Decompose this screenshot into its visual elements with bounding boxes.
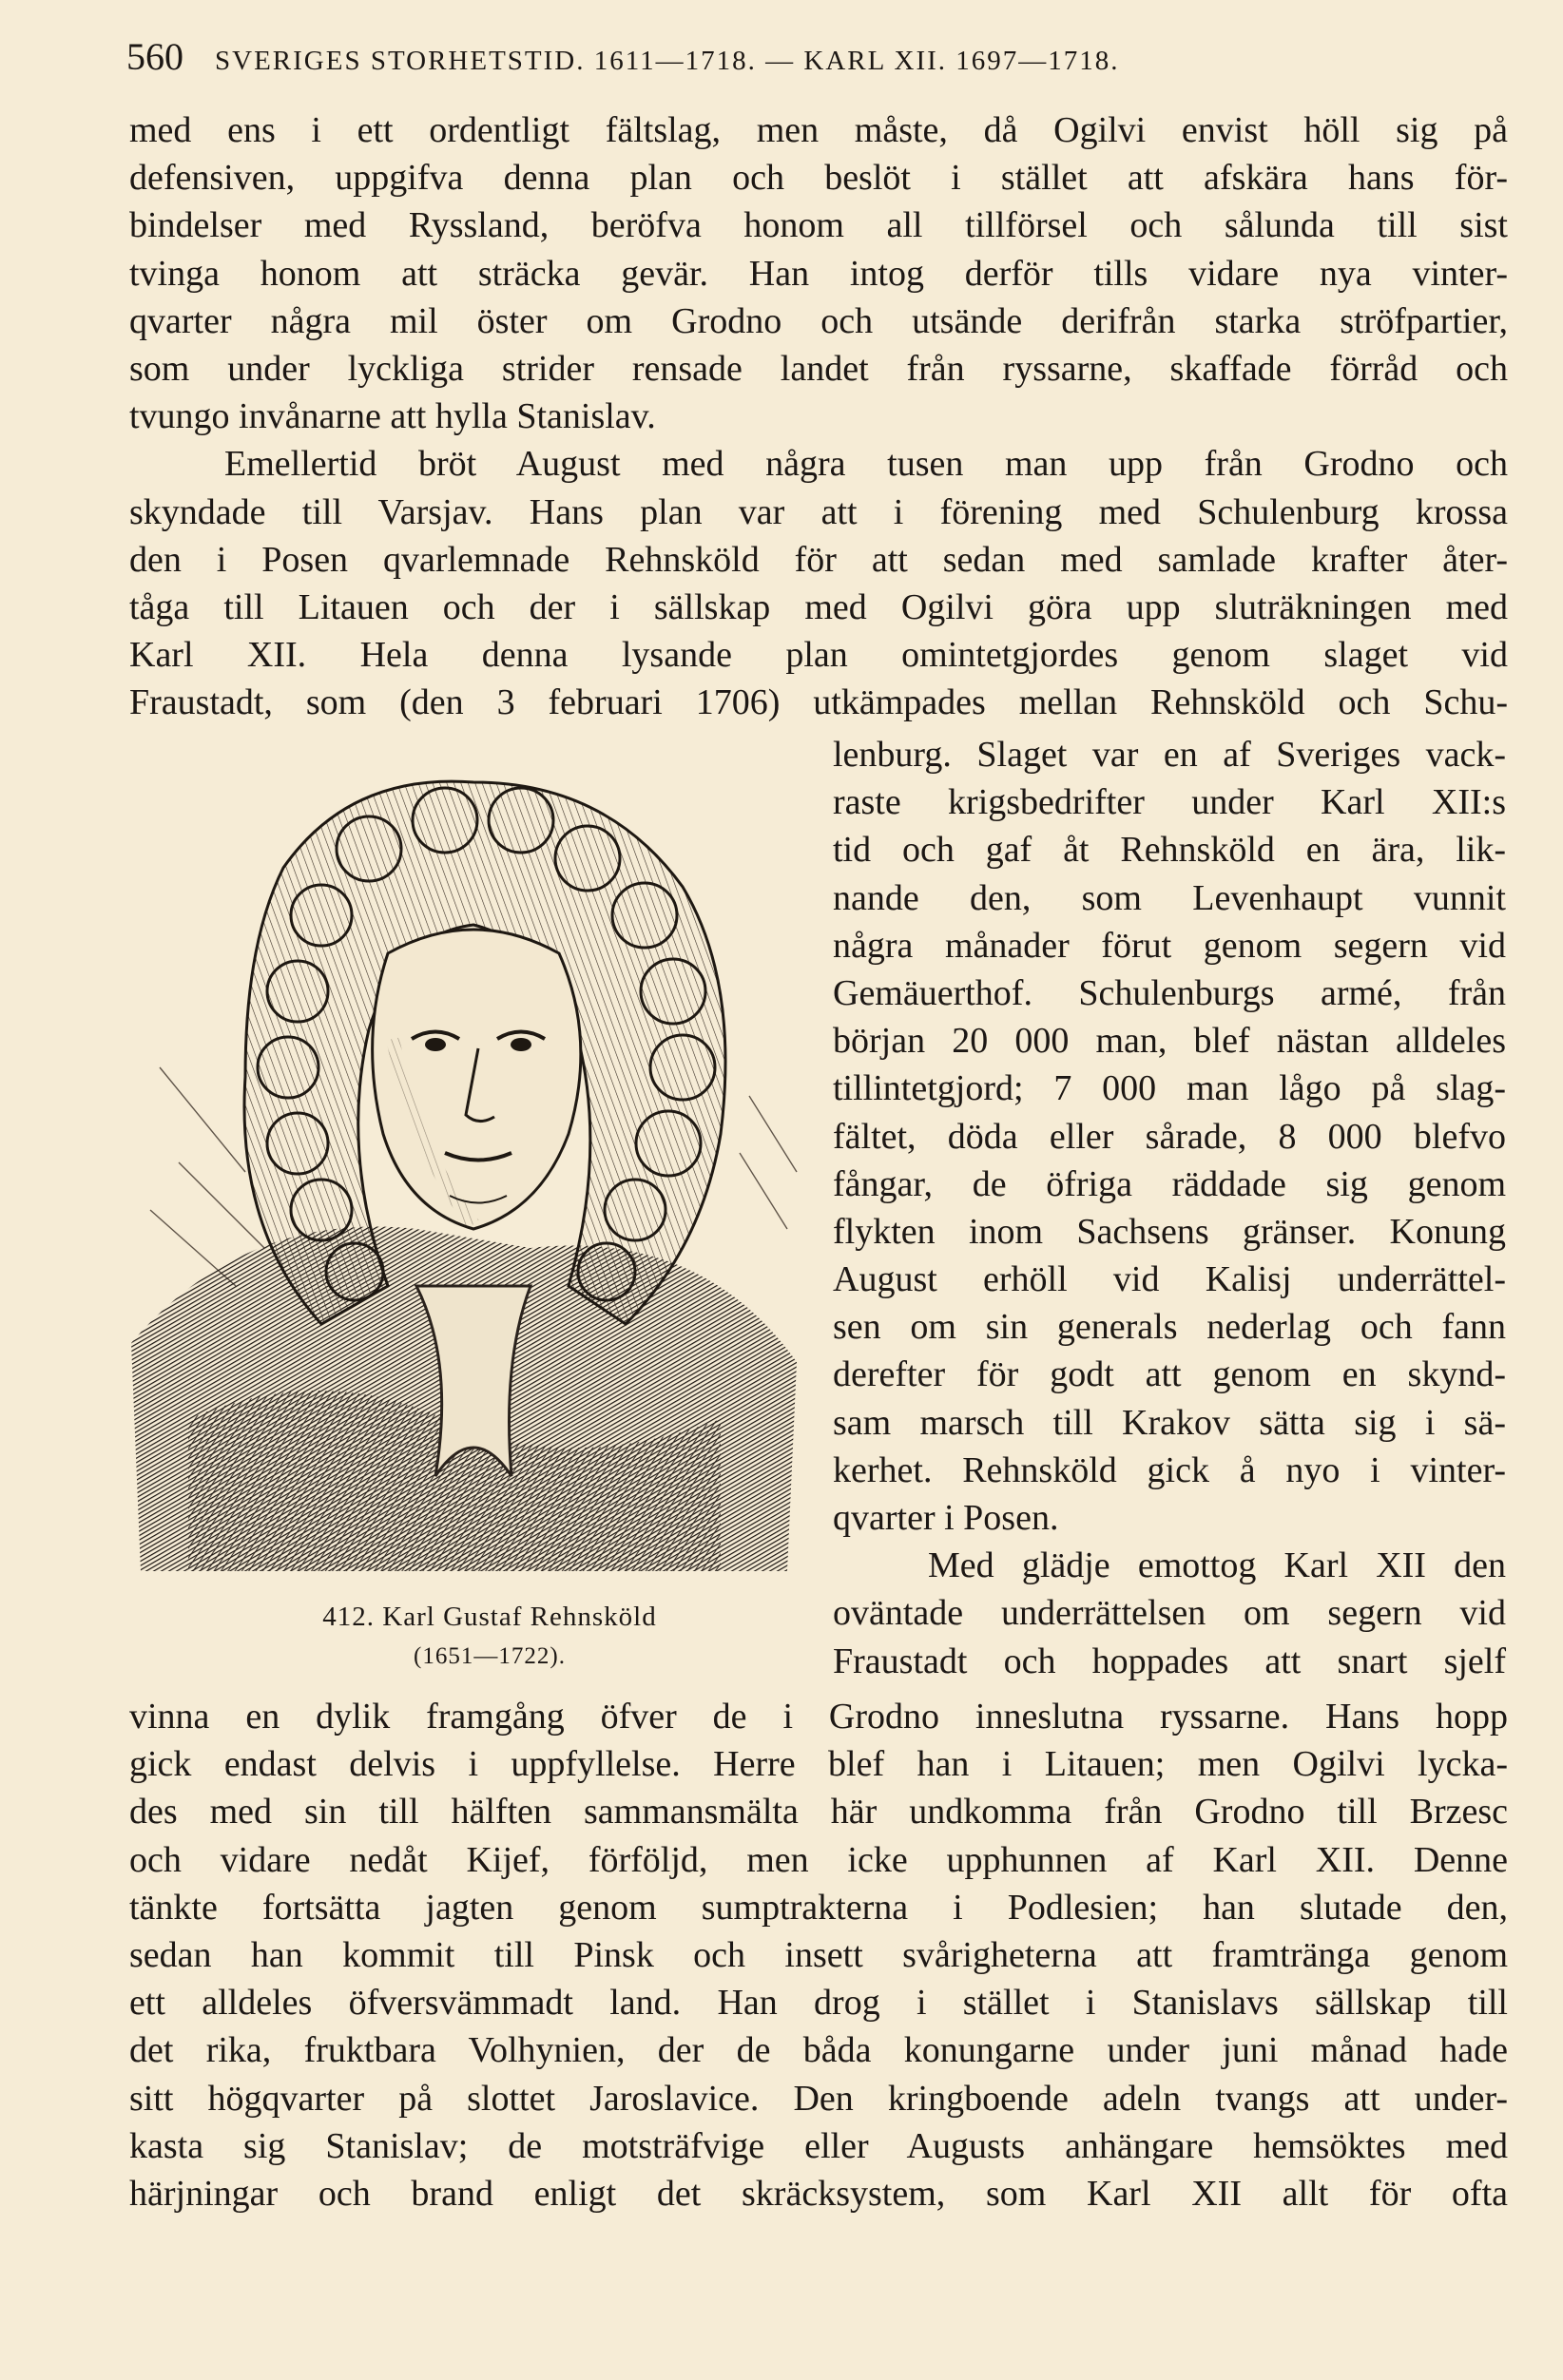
text-line: fältet, döda eller sårade, 8 000 blefvo	[833, 1116, 1506, 1157]
text-line: det rika, fruktbara Volhynien, der de båda konungarne under juni månad hade	[129, 2030, 1508, 2071]
text-line: tid och gaf åt Rehnsköld en ära, lik-	[833, 830, 1506, 871]
portrait-illustration	[131, 754, 811, 1571]
text-line: des med sin till hälften sammansmälta här undkomma från Grodno till Brzesc	[129, 1792, 1508, 1833]
text-line: fångar, de öfriga räddade sig genom	[833, 1163, 1506, 1204]
text-line: defensiven, uppgifva denna plan och beslöt i stället att afskära hans för-	[129, 158, 1508, 199]
text-line: som under lyckliga strider rensade landet från ryssarne, skaffade förråd och	[129, 348, 1508, 389]
text-line: tänkte fortsätta jagten genom sumptrakterna i Podlesien; han slutade den,	[129, 1887, 1508, 1928]
running-header	[126, 34, 1515, 91]
text-line: tvinga honom att sträcka gevär. Han intog derför tills vidare nya vinter-	[129, 253, 1508, 294]
caption-title: 412. Karl Gustaf Rehnsköld	[322, 1602, 657, 1632]
text-line: Emellertid bröt August med några tusen man upp från Grodno och	[224, 444, 1508, 485]
text-line: tvungo invånarne att hylla Stanislav.	[129, 396, 656, 437]
text-line: Fraustadt och hoppades att snart sjelf	[833, 1641, 1506, 1681]
text-line: några månader förut genom segern vid	[833, 925, 1506, 966]
portrait-engraving	[131, 754, 811, 1571]
text-line: oväntade underrättelsen om segern vid	[833, 1593, 1506, 1634]
text-line: ett alldeles öfversvämmadt land. Han drog i stället i Stanislavs sällskap till	[129, 1983, 1508, 2024]
text-line: Gemäuerthof. Schulenburgs armé, från	[833, 972, 1506, 1013]
text-line: tillintetgjord; 7 000 man lågo på slag-	[833, 1068, 1506, 1109]
text-line: sedan han kommit till Pinsk och insett svårigheterna att framtränga genom	[129, 1934, 1508, 1975]
text-line: sitt högqvarter på slottet Jaroslavice. Den kringboende adeln tvangs att under-	[129, 2078, 1508, 2119]
figure-caption	[276, 1597, 704, 1677]
text-line: den i Posen qvarlemnade Rehnsköld för att sedan med samlade krafter åter-	[129, 539, 1508, 580]
text-line: kasta sig Stanislav; de motsträfvige eller Augusts anhängare hemsöktes med	[129, 2125, 1508, 2166]
text-line: skyndade till Varsjav. Hans plan var att i förening med Schulenburg krossa	[129, 491, 1508, 532]
text-line: vinna en dylik framgång öfver de i Grodno inneslutna ryssarne. Hans hopp	[129, 1697, 1508, 1737]
text-block-beside-figure	[833, 731, 1506, 1685]
caption-years: (1651—1722).	[414, 1643, 566, 1669]
text-line: kerhet. Rehnsköld gick å nyo i vinter-	[833, 1449, 1506, 1490]
text-block-top	[129, 106, 1508, 726]
text-block-bottom	[129, 1693, 1508, 2217]
text-line: Fraustadt, som (den 3 februari 1706) utkämpades mellan Rehnsköld och Schu-	[129, 682, 1508, 723]
text-line: sen om sin generals nederlag och fann	[833, 1307, 1506, 1348]
page-number: 560	[126, 35, 183, 78]
text-line: sam marsch till Krakov sätta sig i sä-	[833, 1402, 1506, 1443]
text-line: flykten inom Sachsens gränser. Konung	[833, 1211, 1506, 1252]
text-line: härjningar och brand enligt det skräcksystem, som Karl XII allt för ofta	[129, 2173, 1508, 2214]
text-line: gick endast delvis i uppfyllelse. Herre blef han i Litauen; men Ogilvi lycka-	[129, 1744, 1508, 1785]
text-line: med ens i ett ordentligt fältslag, men måste, då Ogilvi envist höll sig på	[129, 110, 1508, 150]
running-title: SVERIGES STORHETSTID. 1611—1718. — KARL XII. 1697—1718.	[215, 46, 1120, 76]
text-line: derefter för godt att genom en skynd-	[833, 1354, 1506, 1395]
text-line: och vidare nedåt Kijef, förföljd, men icke upphunnen af Karl XII. Denne	[129, 1839, 1508, 1880]
text-line: början 20 000 man, blef nästan alldeles	[833, 1021, 1506, 1062]
text-line: nande den, som Levenhaupt vunnit	[833, 877, 1506, 918]
text-line: bindelser med Ryssland, beröfva honom all tillförsel och sålunda till sist	[129, 205, 1508, 246]
text-line: August erhöll vid Kalisj underrättel-	[833, 1259, 1506, 1300]
text-line: qvarter några mil öster om Grodno och utsände derifrån starka ströfpartier,	[129, 300, 1508, 341]
text-line: raste krigsbedrifter under Karl XII:s	[833, 782, 1506, 823]
text-line: tåga till Litauen och der i sällskap med Ogilvi göra upp sluträkningen med	[129, 586, 1508, 627]
text-line: lenburg. Slaget var en af Sveriges vack-	[833, 735, 1506, 775]
text-line: Med glädje emottog Karl XII den	[928, 1545, 1506, 1586]
text-line: qvarter i Posen.	[833, 1498, 1059, 1538]
text-line: Karl XII. Hela denna lysande plan omintetgjordes genom slaget vid	[129, 635, 1508, 676]
